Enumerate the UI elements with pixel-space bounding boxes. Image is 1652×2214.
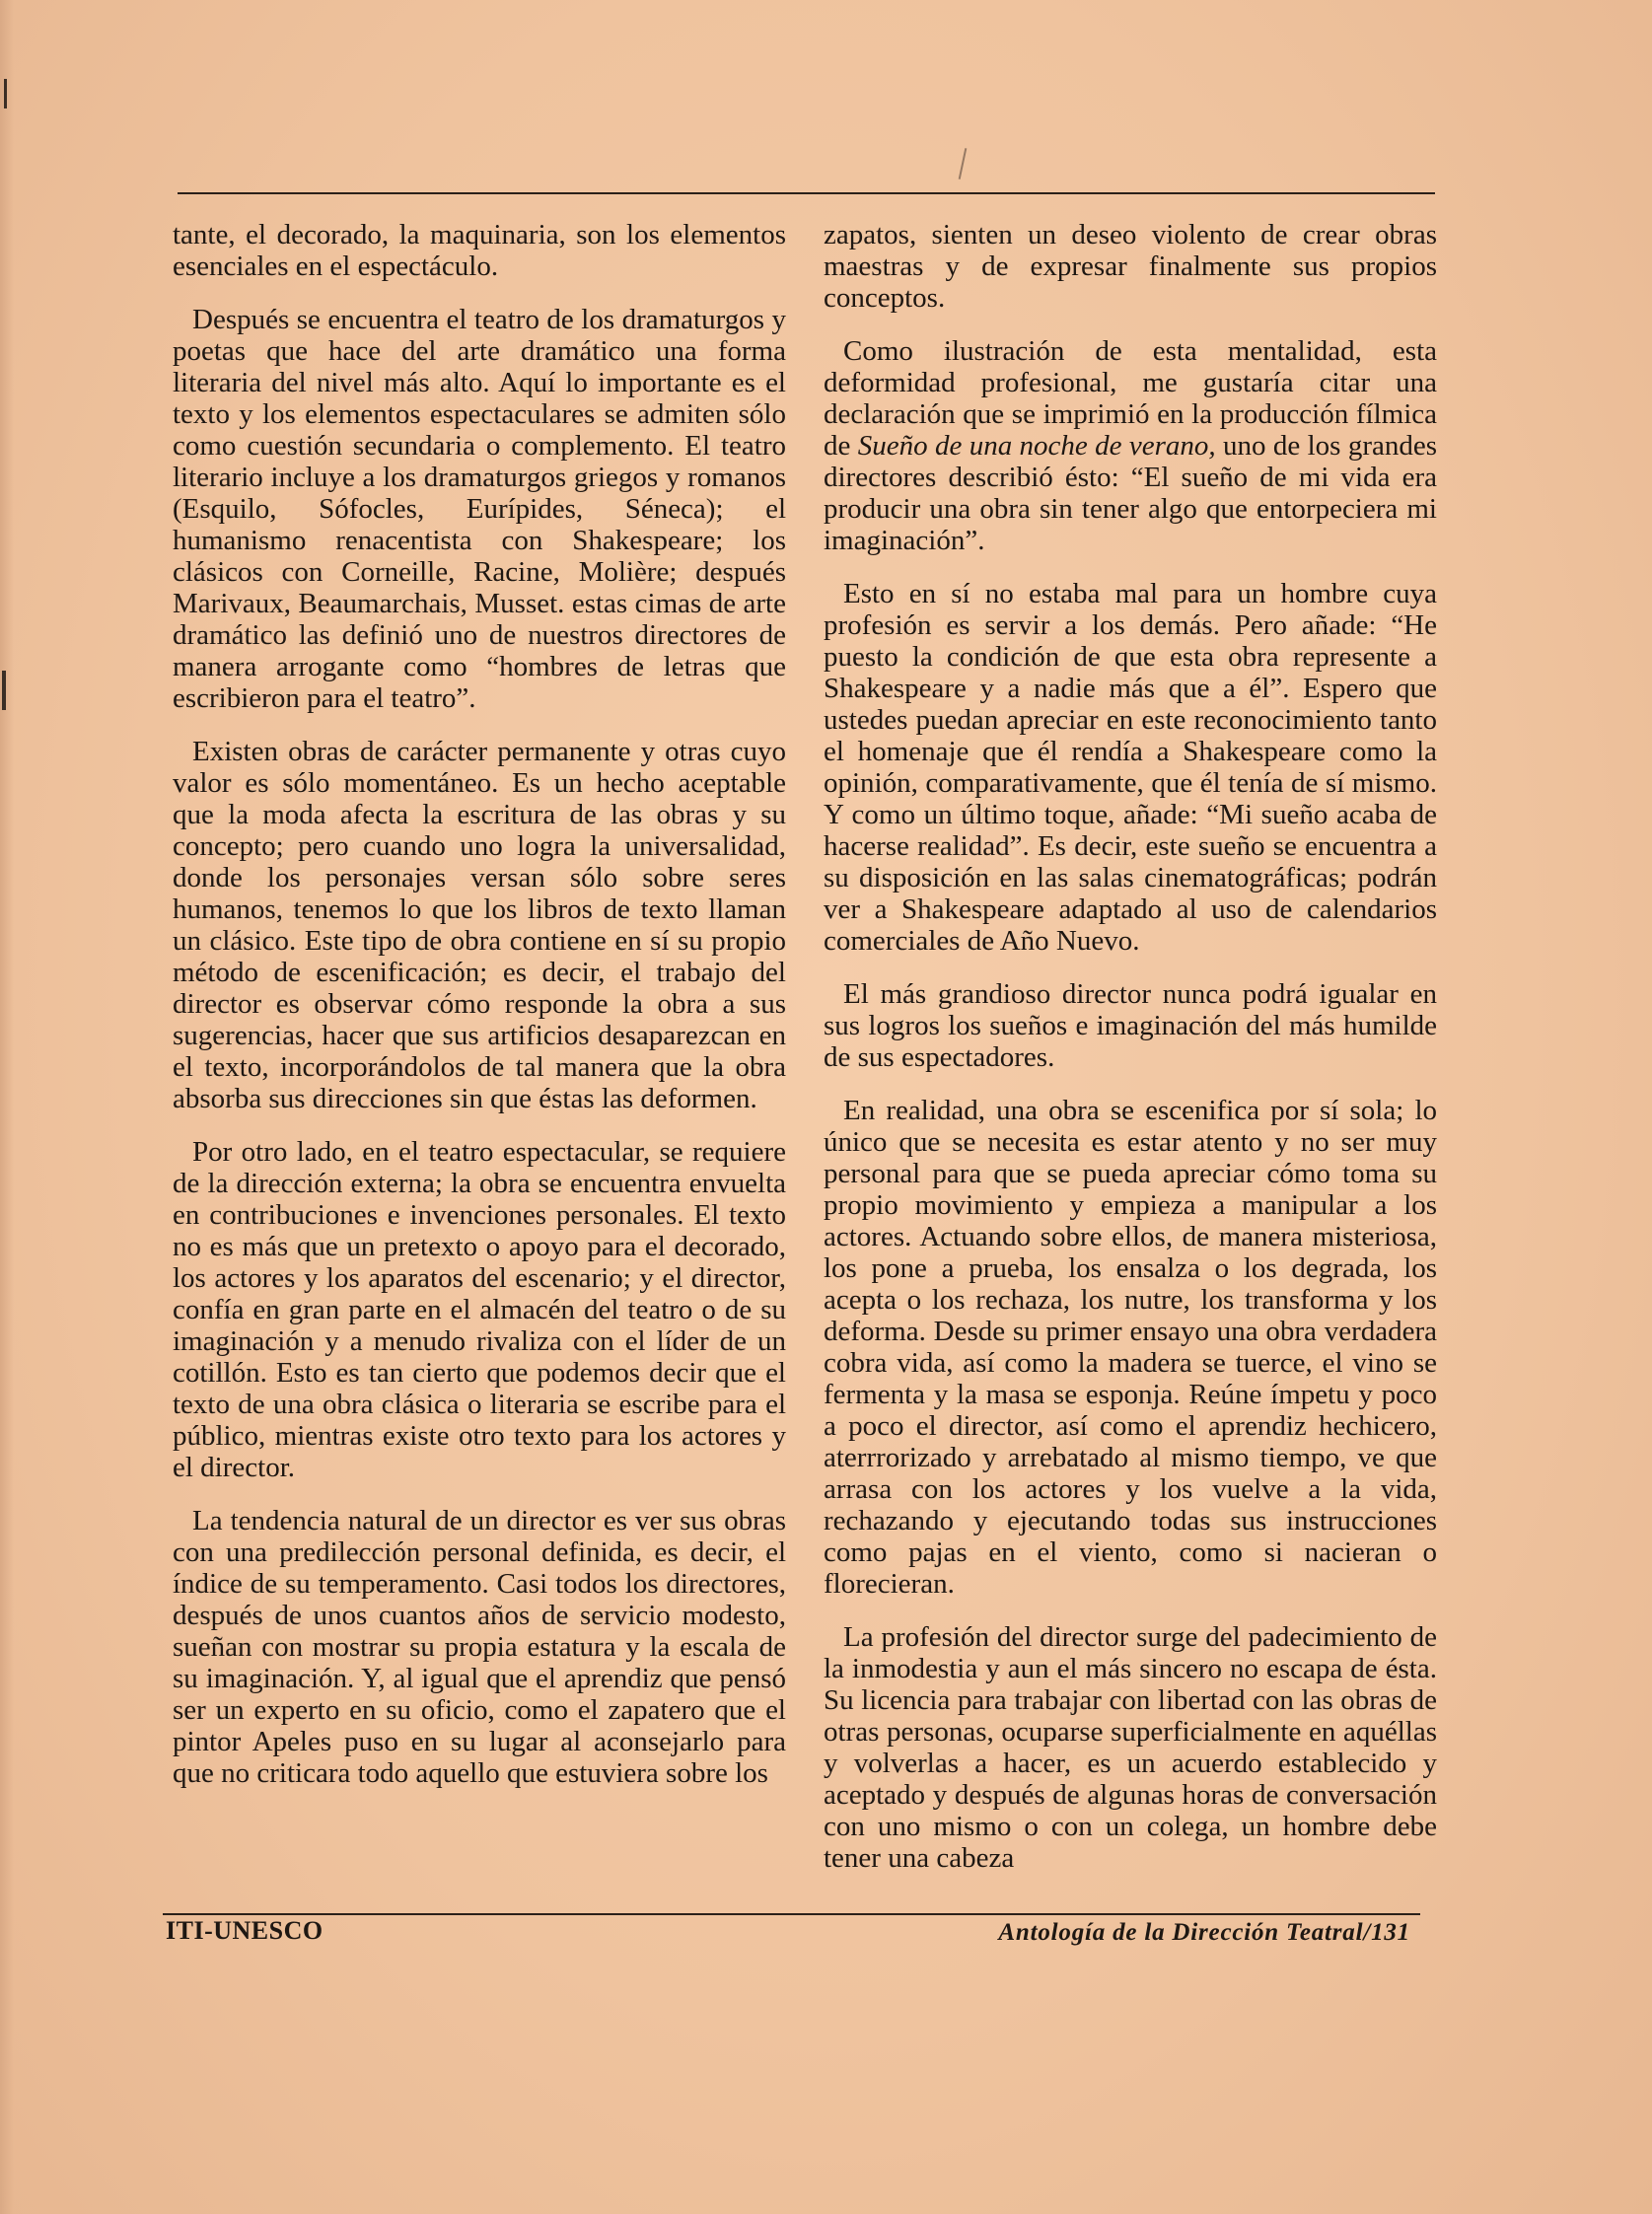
paragraph: La profesión del director surge del padecimiento de la inmodestia y aun el más sincero no escapa de ésta. Su licencia para trabajar con libertad con las obras de otras personas, ocuparse superficialmente en aquéllas y volverlas a hacer, es un acuerdo establecido y aceptado y después de algunas horas de conversación con uno mismo o con un colega, un hombre debe tener una cabeza xyxy=(824,1621,1437,1874)
header-rule xyxy=(178,192,1435,194)
footer-rule xyxy=(163,1913,1420,1915)
paragraph: Existen obras de carácter permanente y otras cuyo valor es sólo momentáneo. Es un hecho aceptable que la moda afecta la escritura de las obras y su concepto; pero cuando uno logra la universalidad, donde los personajes versan sólo sobre seres humanos, tenemos lo que los libros de texto llaman un clásico. Este tipo de obra contiene en sí su propio método de escenificación; es decir, el trabajo del director es observar cómo responde la obra a sus sugerencias, hacer que sus artificios desaparezcan en el texto, incorporándolos de tal manera que la obra absorba sus direcciones sin que éstas las deformen. xyxy=(173,736,786,1114)
paragraph: zapatos, sienten un deseo violento de crear obras maestras y de expresar finalmente sus propios conceptos. xyxy=(824,219,1437,314)
left-column xyxy=(173,219,786,1900)
paragraph xyxy=(824,335,1437,556)
paragraph: Por otro lado, en el teatro espectacular, se requiere de la dirección externa; la obra se encuentra envuelta en contribuciones e invenciones personales. El texto no es más que un pretexto o apoyo para el decorado, los actores y los aparatos del escenario; y el director, confía en gran parte en el almacén del teatro o de su imaginación y a menudo rivaliza con el líder de un cotillón. Esto es tan cierto que podemos decir que el texto de una obra clásica o literaria se escribe para el público, mientras existe otro texto para los actores y el director. xyxy=(173,1136,786,1483)
film-title: Sueño de una noche de verano, xyxy=(857,430,1216,462)
paragraph: En realidad, una obra se escenifica por sí sola; lo único que se necesita es estar atento y no ser muy personal para que se pueda apreciar cómo toma su propio movimiento y empieza a manipular a los actores. Actuando sobre ellos, de manera misteriosa, los pone a prueba, los ensalza o los degrada, los acepta o los rechaza, los nutre, los transforma y los deforma. Desde su primer ensayo una obra verdadera cobra vida, así como la madera se tuerce, el vino se fermenta y la masa se esponja. Reúne ímpetu y poco a poco el director, así como el aprendiz hechicero, aterrrorizado y arrebatado al mismo tiempo, ve que arrasa con los actores y los vuelve a la vida, rechazando y ejecutando todas sus instrucciones como pajas en el viento, como si nacieran o florecieran. xyxy=(824,1095,1437,1600)
paragraph: El más grandioso director nunca podrá igualar en sus logros los sueños e imaginación del más humilde de sus espectadores. xyxy=(824,978,1437,1073)
right-column xyxy=(824,219,1437,1900)
footer-publisher: ITI-UNESCO xyxy=(166,1916,323,1945)
footer-running-title: Antología de la Dirección Teatral/131 xyxy=(998,1919,1410,1946)
paragraph-text: uno de los grandes directores describió ésto: “El sueño de mi vida era producir una obra sin tener algo que entorpeciera mi imaginación”. xyxy=(824,430,1437,556)
scan-mark xyxy=(2,671,6,710)
paragraph-text: Como ilustración de esta mentalidad, esta deformidad profesional, me gustaría citar una declaración que se imprimió en la producción fílmica de xyxy=(824,335,1437,462)
scan-mark xyxy=(4,79,7,108)
page-edge-shadow xyxy=(0,0,14,2214)
paragraph: La tendencia natural de un director es ver sus obras con una predilección personal definida, es decir, el índice de su temperamento. Casi todos los directores, después de unos cuantos años de servicio modesto, sueñan con mostrar su propia estatura y la escala de su imaginación. Y, al igual que el aprendiz que pensó ser un experto en su oficio, como el zapatero que el pintor Apeles puso en su lugar al aconsejarlo para que no criticara todo aquello que estuviera sobre los xyxy=(173,1505,786,1789)
paragraph: Esto en sí no estaba mal para un hombre cuya profesión es servir a los demás. Pero añade: “He puesto la condición de que esta obra represente a Shakespeare y a nadie más que a él”. Espero que ustedes puedan apreciar en este reconocimiento tanto el homenaje que él rendía a Shakespeare como la opinión, comparativamente, que él tenía de sí mismo. Y como un último toque, añade: “Mi sueño acaba de hacerse realidad”. Es decir, este sueño se encuentra a su disposición en las salas cinematográficas; podrán ver a Shakespeare adaptado al uso de calendarios comerciales de Año Nuevo. xyxy=(824,578,1437,957)
scan-mark xyxy=(959,148,968,179)
paragraph: tante, el decorado, la maquinaria, son los elementos esenciales en el espectáculo. xyxy=(173,219,786,282)
paragraph: Después se encuentra el teatro de los dramaturgos y poetas que hace del arte dramático una forma literaria del nivel más alto. Aquí lo importante es el texto y los elementos espectaculares se admiten sólo como cuestión secundaria o complemento. El teatro literario incluye a los dramaturgos griegos y romanos (Esquilo, Sófocles, Eurípides, Séneca); el humanismo renacentista con Shakespeare; los clásicos con Corneille, Racine, Molière; después Marivaux, Beaumarchais, Musset. estas cimas de arte dramático las definió uno de nuestros directores de manera arrogante como “hombres de letras que escribieron para el teatro”. xyxy=(173,304,786,714)
